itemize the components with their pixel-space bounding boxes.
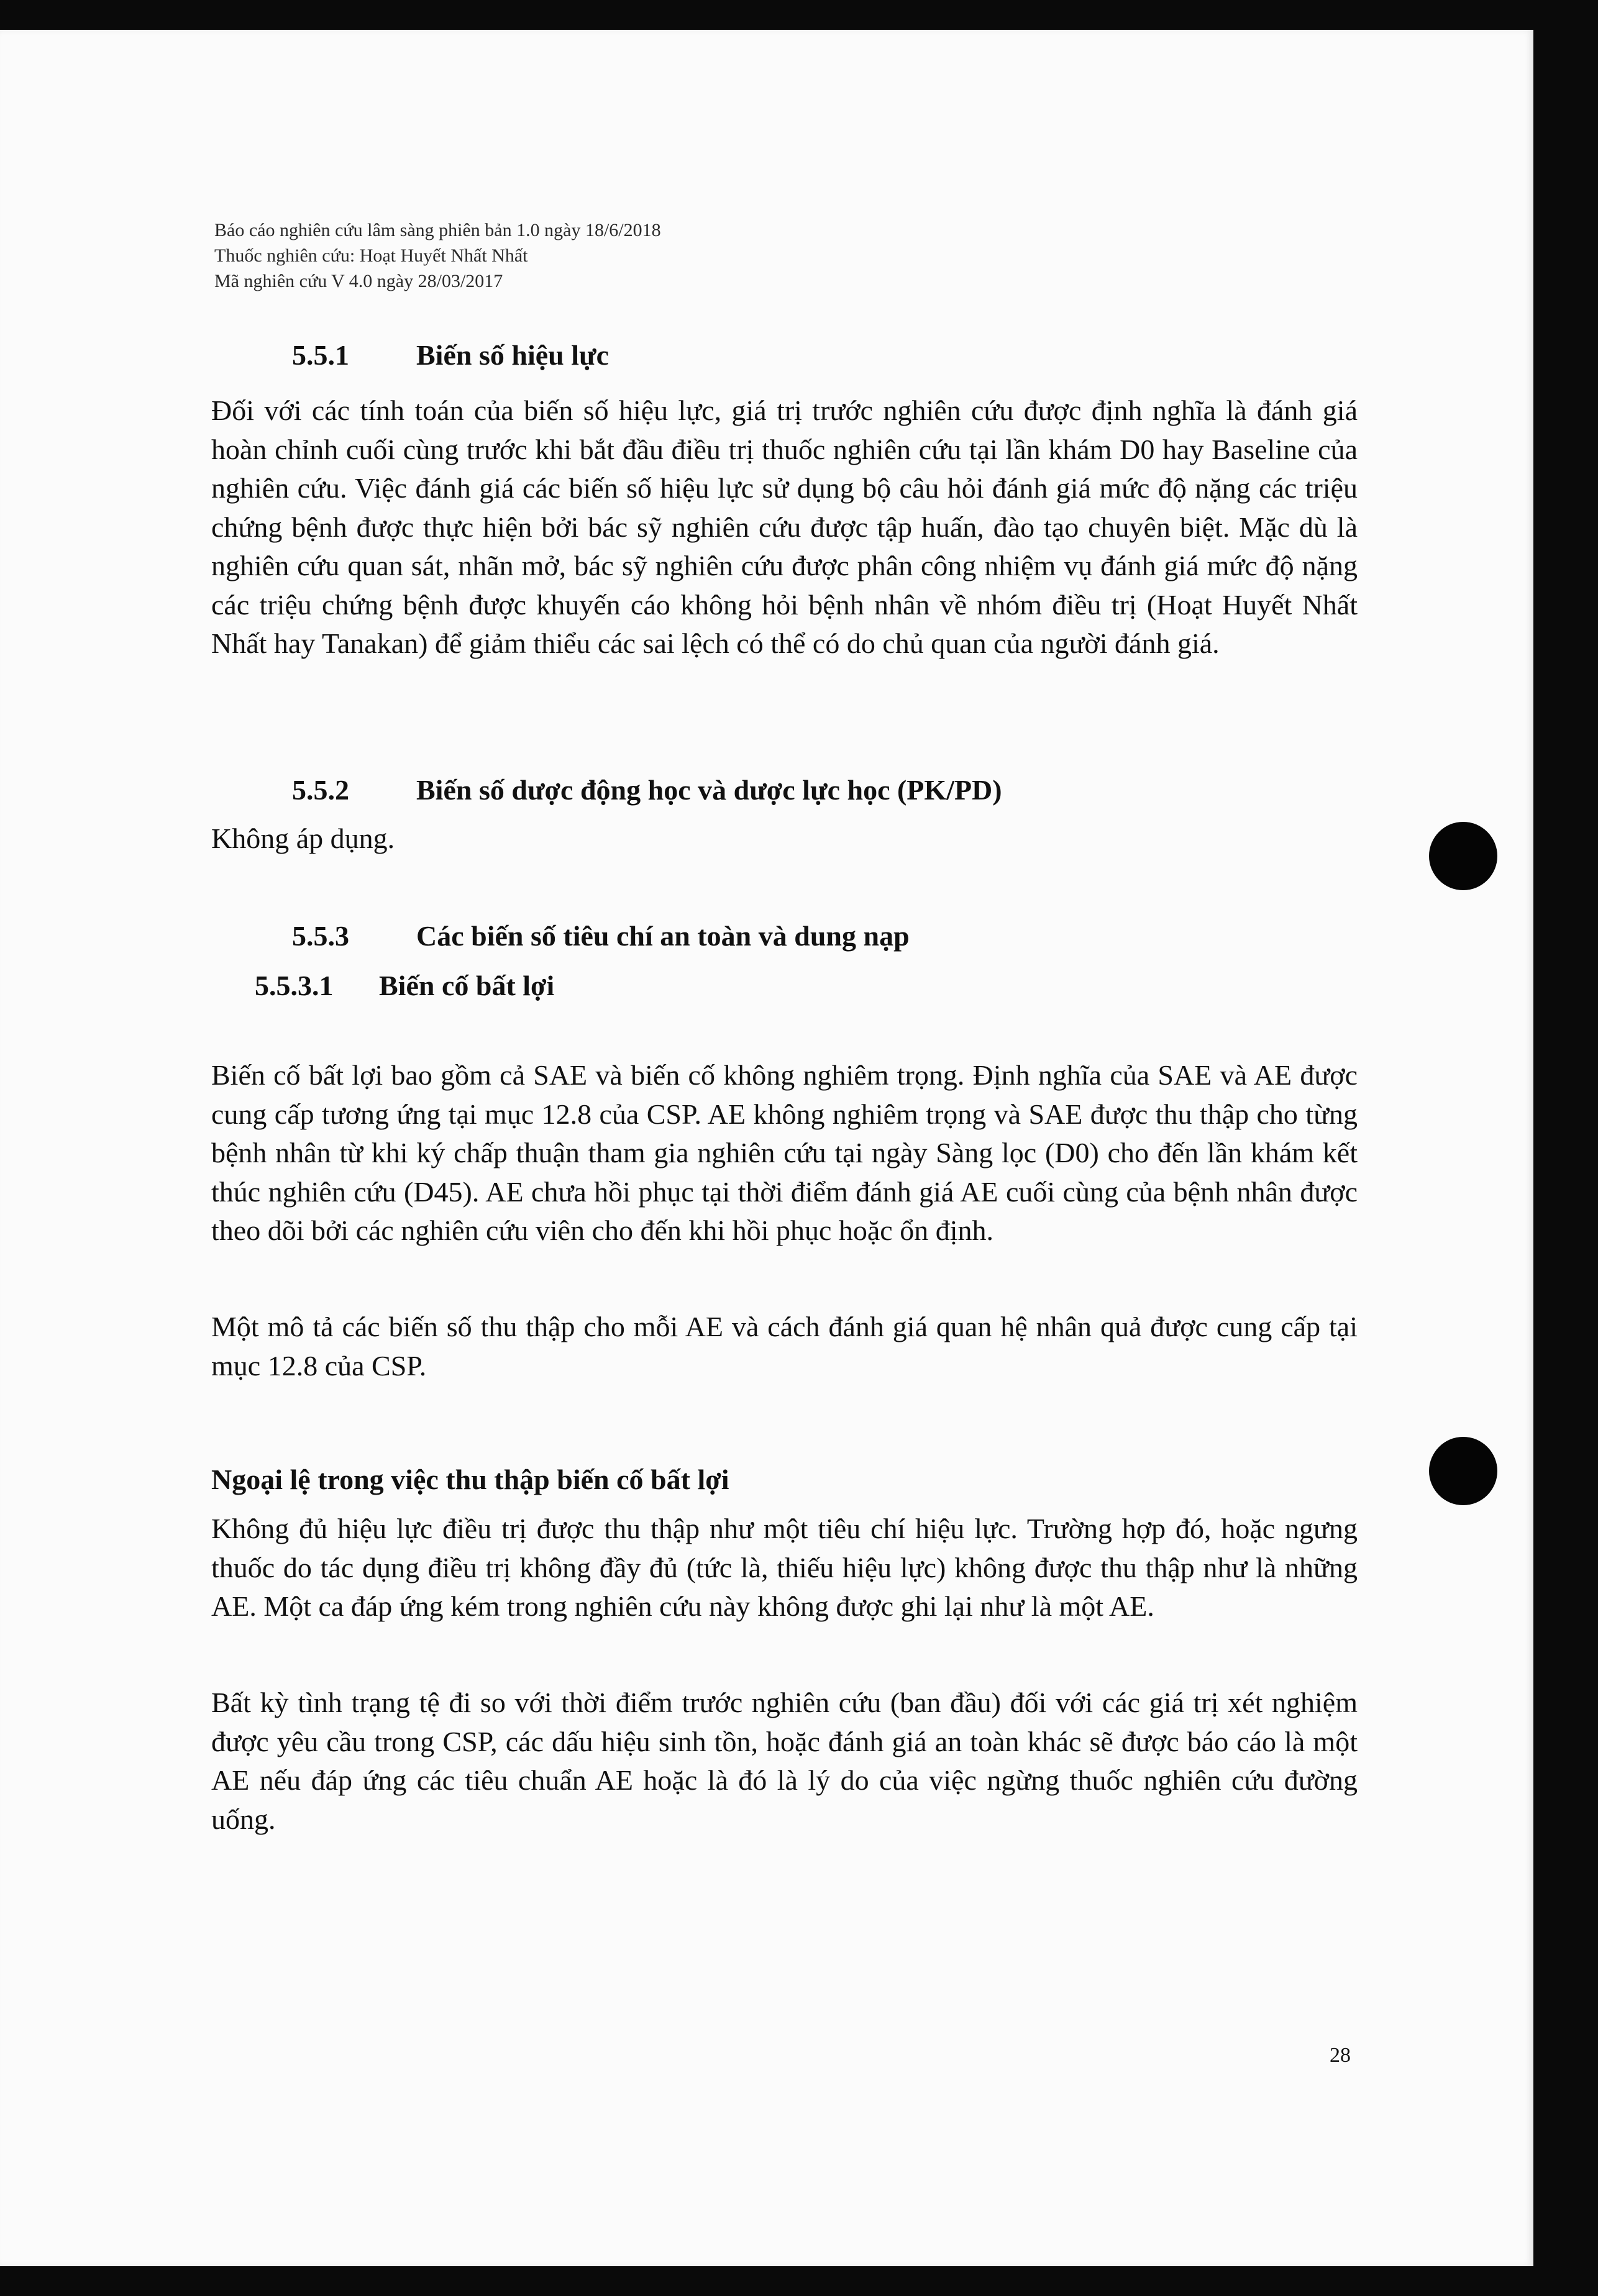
punch-hole: [1429, 1437, 1497, 1505]
section-title: Các biến số tiêu chí an toàn và dung nạp: [416, 920, 910, 952]
paragraph: Bất kỳ tình trạng tệ đi so với thời điểm trước nghiên cứu (ban đầu) đối với các giá trị xét nghiệm được yêu cầu trong CSP, các dấu hiệu sinh tồn, hoặc đánh giá an toàn khác sẽ được báo cáo là một AE nếu đáp ứng các tiêu chuẩn AE hoặc là đó là lý do của việc ngừng thuốc nghiên cứu đường uống.: [211, 1687, 1358, 1835]
section-title: Biến số hiệu lực: [416, 339, 610, 371]
subsection-number: 5.5.3.1: [255, 970, 334, 1001]
paragraph: Một mô tả các biến số thu thập cho mỗi AE và cách đánh giá quan hệ nhân quả được cung cấp tại mục 12.8 của CSP.: [211, 1311, 1358, 1382]
header-line: Báo cáo nghiên cứu lâm sàng phiên bản 1.0 ngày 18/6/2018: [214, 220, 661, 240]
page-number: 28: [1330, 2044, 1351, 2067]
running-header: [214, 217, 661, 294]
paragraph: Không đủ hiệu lực điều trị được thu thập như một tiêu chí hiệu lực. Trường hợp đó, hoặc ngưng thuốc do tác dụng điều trị không đầy đủ (tức là, thiếu hiệu lực) không được thu thập như là những AE. Một ca đáp ứng kém trong nghiên cứu này không được ghi lại như là một AE.: [211, 1513, 1358, 1622]
section-number: 5.5.1: [292, 339, 349, 371]
paragraph: Không áp dụng.: [211, 822, 395, 854]
exception-heading: Ngoại lệ trong việc thu thập biến cố bất lợi: [211, 1464, 729, 1495]
section-heading: [292, 919, 910, 952]
subsection-title: Biến cố bất lợi: [379, 970, 555, 1001]
subsection-heading: [255, 969, 554, 1002]
header-line: Mã nghiên cứu V 4.0 ngày 28/03/2017: [214, 271, 503, 291]
section-heading: [292, 339, 609, 371]
section-heading: [292, 773, 1002, 806]
paragraph: Đối với các tính toán của biến số hiệu lực, giá trị trước nghiên cứu được định nghĩa là đánh giá hoàn chỉnh cuối cùng trước khi bắt đầu điều trị thuốc nghiên cứu tại lần khám D0 hay Baseline của nghiên cứu. Việc đánh giá các biến số hiệu lực sử dụng bộ câu hỏi đánh giá mức độ nặng các triệu chứng bệnh được thực hiện bởi bác sỹ nghiên cứu được tập huấn, đào tạo chuyên biệt. Mặc dù là nghiên cứu quan sát, nhãn mở, bác sỹ nghiên cứu được phân công nhiệm vụ đánh giá mức độ nặng các triệu chứng bệnh được khuyến cáo không hỏi bệnh nhân về nhóm điều trị (Hoạt Huyết Nhất Nhất hay Tanakan) để giảm thiểu các sai lệch có thể có do chủ quan của người đánh giá.: [211, 394, 1358, 659]
paragraph: Biến cố bất lợi bao gồm cả SAE và biến cố không nghiêm trọng. Định nghĩa của SAE và AE được cung cấp tương ứng tại mục 12.8 của CSP. AE không nghiêm trọng và SAE được thu thập cho từng bệnh nhân từ khi ký chấp thuận tham gia nghiên cứu tại ngày Sàng lọc (D0) cho đến lần khám kết thúc nghiên cứu (D45). AE chưa hồi phục tại thời điểm đánh giá AE cuối cùng của bệnh nhân được theo dõi bởi các nghiên cứu viên cho đến khi hồi phục hoặc ổn định.: [211, 1059, 1358, 1246]
section-number: 5.5.3: [292, 920, 349, 952]
section-title: Biến số dược động học và dược lực học (PK/PD): [416, 774, 1002, 806]
section-number: 5.5.2: [292, 774, 349, 806]
header-line: Thuốc nghiên cứu: Hoạt Huyết Nhất Nhất: [214, 245, 528, 266]
punch-hole: [1429, 822, 1497, 890]
